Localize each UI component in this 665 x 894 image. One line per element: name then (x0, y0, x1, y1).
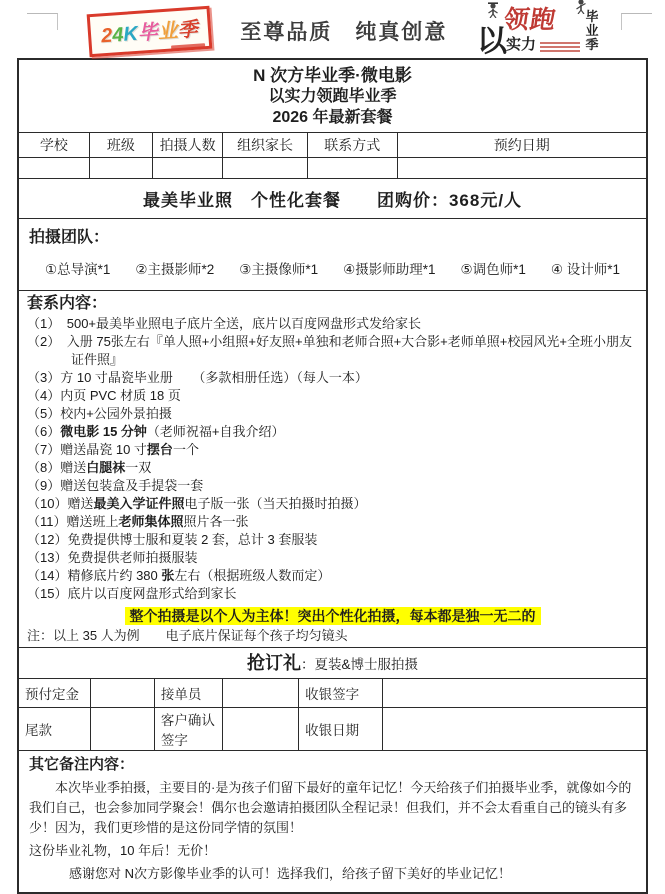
package-highlight-line (27, 606, 638, 626)
price-line: 最美毕业照 个性化套餐 团购价：368元/人 (19, 178, 646, 219)
package-section (19, 291, 646, 648)
info-blank-cell (307, 158, 397, 179)
payment-blank-cell (90, 679, 154, 707)
package-item: （2） 入册 75张左右『单人照+小组照+好友照+单独和老师合照+大合影+老师单照+校园风光+全班小朋友证件照』 (27, 334, 632, 367)
payment-row (19, 707, 646, 750)
info-header-cell: 学校 (19, 133, 89, 158)
title-line-2: 以实力领跑毕业季 (268, 88, 397, 105)
logo-24k-char: 业 (157, 19, 179, 43)
payment-label-cell: 尾款 (19, 707, 90, 750)
logo-right-biyeji: 毕业季 (585, 9, 599, 52)
package-list (27, 315, 638, 603)
logo-24k-text (100, 18, 199, 47)
package-item: （4）内页 PVC 材质 18 页 (27, 388, 181, 403)
payment-table (19, 679, 646, 751)
payment-label-cell: 收银日期 (299, 707, 383, 750)
remarks-paragraph-1: 本次毕业季拍摄，主要目的·是为孩子们留下最好的童年记忆！今天给孩子们拍摄毕业季，就像如今的我们自己，也会参加同学聚会！偶尔也会邀请拍摄团队全程记录！但我们，并不会太看重自己的镜头有多少！因为，我们更珍惜的是这份同学情的氛围！ (29, 779, 632, 835)
team-member: ⑤调色师*1 (460, 262, 526, 277)
preorder-gift-title: 抢订礼 (246, 653, 301, 673)
title-line-3: 2026 年最新套餐 (272, 109, 393, 126)
logo-right-lingpao: 领跑 (502, 7, 558, 34)
payment-blank-cell (223, 707, 299, 750)
team-member: ②主摄影师*2 (135, 262, 215, 277)
payment-blank-cell (90, 707, 154, 750)
package-note: 注：以上 35 人为例 电子底片保证每个孩子均匀镜头 (27, 628, 348, 643)
info-header-cell: 组织家长 (223, 133, 308, 158)
logo-right-shili: 实力 (505, 36, 536, 53)
logo-right-yi: 以 (476, 25, 507, 58)
info-blank-cell (397, 158, 646, 179)
package-item: （6）微电影 15 分钟（老师祝福+自我介绍） (27, 424, 285, 439)
payment-label-cell: 收银签字 (299, 679, 383, 707)
remarks-heading: 其它备注内容： (29, 755, 135, 773)
package-highlight-text: 整个拍摄是以个人为主体！突出个性化拍摄，每本都是独一无二的 (125, 607, 541, 625)
package-item: （7）赠送晶瓷 10 寸摆台一个 (27, 442, 199, 457)
payment-label-cell: 客户确认签字 (154, 707, 222, 750)
info-table (19, 133, 646, 178)
package-item: （3）方 10 寸晶瓷毕业册 （多款相册任选）（每人一本） (27, 370, 368, 385)
info-header-cell: 班级 (89, 133, 152, 158)
team-member: ③主摄像师*1 (239, 262, 319, 277)
payment-label-cell: 接单员 (154, 679, 222, 707)
package-item: （14）精修底片约 380 张左右（根据班级人数而定） (27, 568, 331, 583)
package-item: （8）赠送白腿袜一双 (27, 460, 152, 475)
team-member: ④ 设计师*1 (550, 262, 620, 277)
package-item: （11）赠送班上老师集体照照片各一张 (27, 514, 249, 529)
graduate-figure-icon (485, 0, 501, 18)
team-members (29, 258, 636, 278)
order-form (17, 58, 648, 894)
info-blank-cell (223, 158, 308, 179)
info-blank-cell (19, 158, 89, 179)
payment-blank-cell (383, 707, 646, 750)
logo-24k-char: 季 (176, 18, 199, 42)
info-header-cell: 联系方式 (307, 133, 397, 158)
info-empty-row (19, 158, 646, 179)
package-item: （10）赠送最美入学证件照电子版一张（当天拍摄时拍摄） (27, 496, 367, 511)
preorder-gift-row (19, 648, 646, 679)
info-header-cell: 拍摄人数 (153, 133, 223, 158)
payment-table-body (19, 679, 646, 750)
package-item: （9）赠送包装盒及手提袋一套 (27, 478, 204, 493)
logo-24k-char: 4 (111, 23, 125, 47)
payment-row (19, 679, 646, 707)
logo-right-small-red-text-mark (540, 40, 580, 54)
payment-label-cell: 预付定金 (19, 679, 90, 707)
package-item: （5）校内+公园外景拍摄 (27, 406, 172, 421)
info-blank-cell (153, 158, 223, 179)
preorder-gift-text: ：夏装&博士服拍摄 (300, 657, 418, 672)
team-member: ①总导演*1 (45, 262, 111, 277)
package-item: （1） 500+最美毕业照电子底片全送，底片以百度网盘形式发给家长 (27, 316, 422, 331)
info-header-cell: 预约日期 (397, 133, 646, 158)
package-heading: 套系内容： (27, 295, 108, 312)
logo-24k-char: 毕 (137, 20, 159, 45)
payment-blank-cell (223, 679, 299, 707)
package-item: （15）底片以百度网盘形式给到家长 (27, 586, 237, 601)
logo-lingpao-graduation (477, 2, 603, 60)
info-header-row (19, 133, 646, 158)
logo-24k-subtext-mark (171, 43, 205, 49)
header-slogan: 至尊品质 纯真创意 (240, 21, 448, 44)
title-line-1: N 次方毕业季·微电影 (253, 66, 412, 85)
remarks-section (19, 751, 646, 892)
form-title (19, 60, 646, 133)
payment-blank-cell (383, 679, 646, 707)
remarks-paragraph-3: 感谢您对 N次方影像毕业季的认可！选择我们，给孩子留下美好的毕业记忆！ (69, 865, 512, 881)
logo-24k-char: K (122, 22, 139, 46)
page-header (0, 0, 665, 58)
package-item: （13）免费提供老师拍摄服装 (27, 550, 198, 565)
logo-24k-char: 2 (100, 24, 114, 47)
package-item: （12）免费提供博士服和夏装 2 套，总计 3 套服装 (27, 532, 318, 547)
info-blank-cell (89, 158, 152, 179)
remarks-paragraph-2: 这份毕业礼物，10 年后！无价！ (29, 842, 217, 858)
team-heading: 拍摄团队： (29, 229, 110, 246)
logo-24k-graduation (87, 5, 212, 56)
team-section (19, 219, 646, 291)
team-member: ④摄影师助理*1 (343, 262, 436, 277)
